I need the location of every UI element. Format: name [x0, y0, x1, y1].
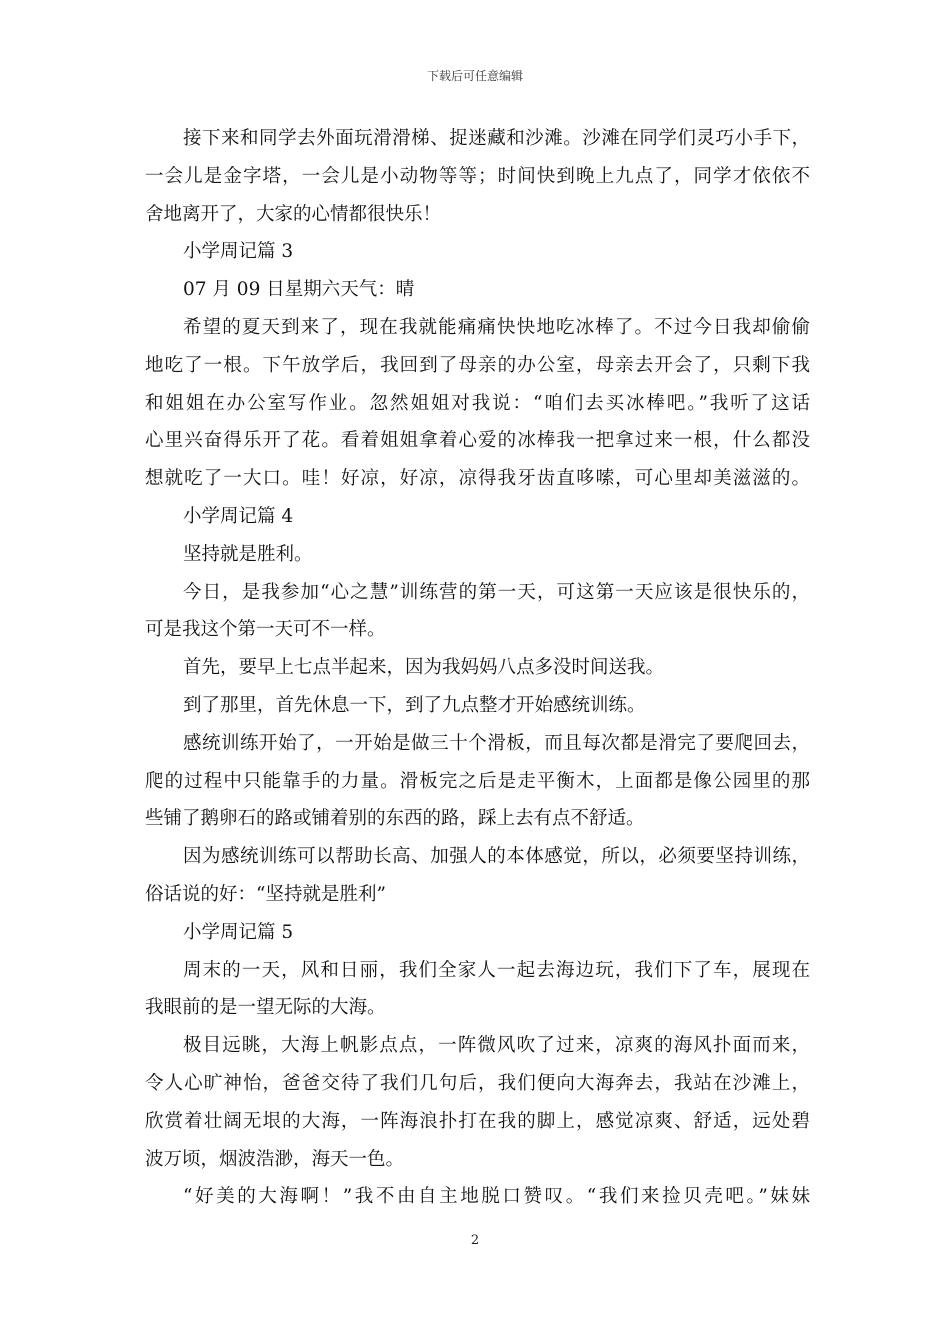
- text-line: 坚持就是胜利。: [183, 543, 313, 565]
- text-line: 因为感统训练可以帮助长高、加强人的本体感觉，所以，必须要坚持训练，: [183, 846, 810, 868]
- page-number: 2: [470, 1233, 480, 1248]
- text-line: 地吃了一根。下午放学后，我回到了母亲的办公室，母亲去开会了，只剩下我: [145, 354, 810, 376]
- text-line: 波万顷，烟波浩渺，海天一色。: [145, 1148, 405, 1170]
- text-line: 一会儿是金字塔，一会儿是小动物等等；时间快到晚上九点了，同学才依依不: [145, 165, 810, 187]
- text-line: 到了那里，首先休息一下，到了九点整才开始感统训练。: [183, 694, 646, 716]
- text-line: 接下来和同学去外面玩滑滑梯、捉迷藏和沙滩。沙滩在同学们灵巧小手下，: [183, 128, 810, 149]
- text-line: 想就吃了一大口。哇！好凉，好凉，凉得我牙齿直哆嗦，可心里却美滋滋的。: [145, 468, 810, 490]
- text-line: 心里兴奋得乐开了花。看着姐姐拿着心爱的冰棒我一把拿过来一根，什么都没: [145, 430, 810, 452]
- text-line: 小学周记篇 4: [183, 505, 294, 527]
- text-line: “好美的大海啊！”我不由自主地脱口赞叹。“我们来捡贝壳吧。”妹妹: [183, 1186, 810, 1208]
- text-line: 爬的过程中只能靠手的力量。滑板完之后是走平衡木，上面都是像公园里的那: [145, 770, 810, 792]
- text-line: 小学周记篇 5: [183, 921, 294, 943]
- document-body: [145, 120, 810, 1216]
- text-line: 俗话说的好：“坚持就是胜利”: [145, 883, 386, 905]
- text-line: 07 月 09 日星期六天气：晴: [183, 279, 415, 301]
- text-line: 令人心旷神怡，爸爸交待了我们几句后，我们便向大海奔去，我站在沙滩上，: [145, 1072, 810, 1094]
- text-line: 我眼前的是一望无际的大海。: [145, 997, 386, 1019]
- text-line: 今日，是我参加“心之慧”训练营的第一天，可这第一天应该是很快乐的，: [183, 581, 810, 603]
- text-line: 可是我这个第一天可不一样。: [145, 619, 386, 641]
- page-header: 下载后可任意编辑: [426, 69, 523, 83]
- text-line: 首先，要早上七点半起来，因为我妈妈八点多没时间送我。: [183, 657, 665, 679]
- text-line: 些铺了鹅卵石的路或铺着别的东西的路，踩上去有点不舒适。: [145, 808, 645, 830]
- text-line: 周末的一天，风和日丽，我们全家人一起去海边玩，我们下了车，展现在: [183, 959, 810, 981]
- text-line: 希望的夏天到来了，现在我就能痛痛快快地吃冰棒了。不过今日我却偷偷: [183, 316, 810, 338]
- text-line: 感统训练开始了，一开始是做三十个滑板，而且每次都是滑完了要爬回去，: [183, 732, 810, 754]
- text-line: 极目远眺，大海上帆影点点，一阵微风吹了过来，凉爽的海风扑面而来，: [183, 1035, 810, 1057]
- text-line: 舍地离开了，大家的心情都很快乐！: [145, 203, 442, 225]
- text-line: 和姐姐在办公室写作业。忽然姐姐对我说：“咱们去买冰棒吧。”我听了这话: [145, 392, 810, 414]
- text-line: 小学周记篇 3: [183, 241, 294, 263]
- text-line: 欣赏着壮阔无垠的大海，一阵海浪扑打在我的脚上，感觉凉爽、舒适，远处碧: [145, 1110, 810, 1132]
